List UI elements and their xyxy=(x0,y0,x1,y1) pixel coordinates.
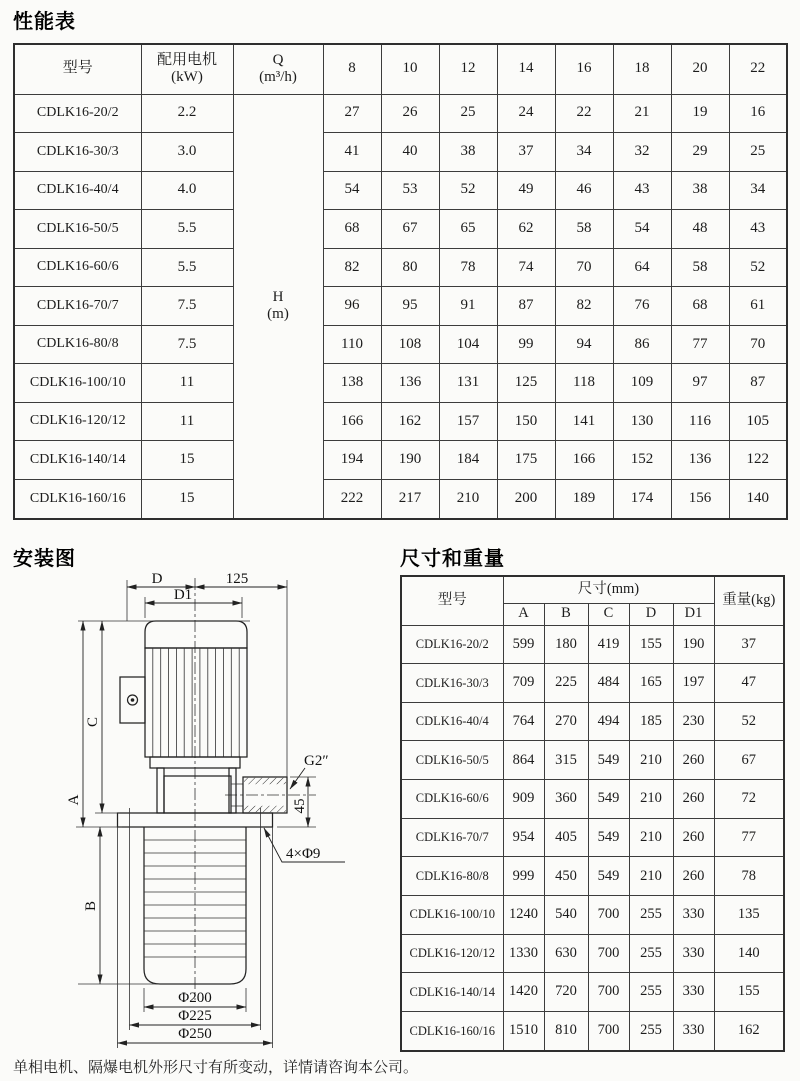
dim-cell-value: 165 xyxy=(629,664,673,703)
dim-label-phi200: Φ200 xyxy=(178,990,212,1006)
dim-label-d: D xyxy=(151,571,163,587)
dim-table-row xyxy=(401,973,784,1012)
perf-cell-head-value: 91 xyxy=(439,287,497,326)
perf-cell-head-value: 138 xyxy=(323,364,381,403)
perf-header-model: 型号 xyxy=(14,44,141,94)
dim-cell-model: CDLK16-100/10 xyxy=(401,895,503,934)
dimensions-table xyxy=(400,575,785,1052)
dim-table-row xyxy=(401,1011,784,1051)
perf-cell-head-value: 200 xyxy=(497,479,555,519)
perf-cell-head-value: 118 xyxy=(555,364,613,403)
dim-cell-value: 549 xyxy=(588,780,629,819)
dim-cell-weight: 77 xyxy=(714,818,784,857)
perf-header-flow: 10 xyxy=(381,44,439,94)
dim-cell-value: 450 xyxy=(544,857,588,896)
perf-cell-head-value: 166 xyxy=(323,402,381,441)
perf-cell-head-value: 76 xyxy=(613,287,671,326)
dim-cell-weight: 52 xyxy=(714,702,784,741)
motor-body xyxy=(120,621,247,768)
perf-cell-head-value: 37 xyxy=(497,133,555,172)
perf-cell-head-value: 38 xyxy=(439,133,497,172)
perf-cell-head-value: 110 xyxy=(323,325,381,364)
dim-cell-value: 360 xyxy=(544,780,588,819)
performance-table xyxy=(13,43,788,520)
perf-cell-head-value: 62 xyxy=(497,210,555,249)
perf-cell-head-value: 140 xyxy=(729,479,787,519)
perf-table-row xyxy=(14,364,787,403)
dim-table-row xyxy=(401,857,784,896)
dim-cell-value: 1510 xyxy=(503,1011,544,1051)
perf-header-flow: 16 xyxy=(555,44,613,94)
perf-cell-head-value: 189 xyxy=(555,479,613,519)
perf-cell-head-value: 80 xyxy=(381,248,439,287)
perf-cell-kw: 11 xyxy=(141,402,233,441)
perf-cell-head-value: 194 xyxy=(323,441,381,480)
perf-cell-head-value: 25 xyxy=(439,94,497,133)
dim-header-col: C xyxy=(588,603,629,625)
dim-cell-value: 999 xyxy=(503,857,544,896)
perf-cell-head-value: 21 xyxy=(613,94,671,133)
g2-leader xyxy=(290,768,305,789)
perf-header-flow: 12 xyxy=(439,44,497,94)
perf-cell-head-value: 53 xyxy=(381,171,439,210)
dim-cell-value: 255 xyxy=(629,934,673,973)
dim-header-col: D1 xyxy=(673,603,714,625)
dim-cell-value: 909 xyxy=(503,780,544,819)
dim-cell-value: 764 xyxy=(503,702,544,741)
perf-cell-kw: 7.5 xyxy=(141,325,233,364)
dim-cell-value: 700 xyxy=(588,895,629,934)
dim-cell-value: 197 xyxy=(673,664,714,703)
dim-cell-model: CDLK16-60/6 xyxy=(401,780,503,819)
perf-cell-kw: 4.0 xyxy=(141,171,233,210)
perf-cell-head-value: 49 xyxy=(497,171,555,210)
perf-table-row xyxy=(14,248,787,287)
perf-cell-head-value: 54 xyxy=(613,210,671,249)
perf-cell-head-value: 46 xyxy=(555,171,613,210)
perf-cell-head-value: 222 xyxy=(323,479,381,519)
dim-cell-model: CDLK16-20/2 xyxy=(401,625,503,664)
dim-cell-value: 549 xyxy=(588,857,629,896)
perf-cell-head-value: 109 xyxy=(613,364,671,403)
dim-cell-value: 185 xyxy=(629,702,673,741)
dim-cell-model: CDLK16-140/14 xyxy=(401,973,503,1012)
perf-cell-head-value: 156 xyxy=(671,479,729,519)
dim-cell-weight: 162 xyxy=(714,1011,784,1051)
dim-header-col: B xyxy=(544,603,588,625)
dim-cell-value: 260 xyxy=(673,818,714,857)
dim-cell-value: 260 xyxy=(673,741,714,780)
dim-cell-value: 210 xyxy=(629,857,673,896)
dim-cell-value: 630 xyxy=(544,934,588,973)
perf-header-flow: 22 xyxy=(729,44,787,94)
dim-label-45: 45 xyxy=(292,798,308,814)
perf-cell-model: CDLK16-120/12 xyxy=(14,402,141,441)
dim-cell-value: 190 xyxy=(673,625,714,664)
dim-table-row xyxy=(401,664,784,703)
perf-cell-head-value: 97 xyxy=(671,364,729,403)
dim-cell-value: 540 xyxy=(544,895,588,934)
perf-cell-head-value: 68 xyxy=(671,287,729,326)
perf-cell-head-value: 29 xyxy=(671,133,729,172)
perf-cell-kw: 5.5 xyxy=(141,248,233,287)
dim-cell-weight: 37 xyxy=(714,625,784,664)
dim-cell-model: CDLK16-50/5 xyxy=(401,741,503,780)
perf-cell-head-value: 94 xyxy=(555,325,613,364)
dim-cell-weight: 67 xyxy=(714,741,784,780)
perf-cell-head-value: 157 xyxy=(439,402,497,441)
perf-cell-head-value: 82 xyxy=(555,287,613,326)
perf-cell-head-value: 105 xyxy=(729,402,787,441)
perf-table-row xyxy=(14,171,787,210)
dim-cell-value: 700 xyxy=(588,934,629,973)
perf-cell-head-value: 78 xyxy=(439,248,497,287)
dim-table-row xyxy=(401,780,784,819)
perf-cell-head-value: 190 xyxy=(381,441,439,480)
perf-table-header-row xyxy=(14,44,787,94)
perf-cell-head-value: 162 xyxy=(381,402,439,441)
dim-table-row xyxy=(401,818,784,857)
bolt-holes-label: 4×Φ9 xyxy=(286,846,321,862)
dim-table-row xyxy=(401,702,784,741)
perf-cell-kw: 11 xyxy=(141,364,233,403)
perf-cell-head-value: 65 xyxy=(439,210,497,249)
perf-cell-head-value: 41 xyxy=(323,133,381,172)
dim-cell-value: 864 xyxy=(503,741,544,780)
perf-table-row xyxy=(14,133,787,172)
dim-label-a: A xyxy=(66,794,82,806)
dim-cell-value: 330 xyxy=(673,895,714,934)
perf-cell-head-value: 150 xyxy=(497,402,555,441)
perf-cell-head-value: 43 xyxy=(613,171,671,210)
dim-cell-value: 700 xyxy=(588,1011,629,1051)
perf-header-flow: 18 xyxy=(613,44,671,94)
dim-cell-value: 1330 xyxy=(503,934,544,973)
perf-cell-head-value: 130 xyxy=(613,402,671,441)
dim-cell-model: CDLK16-120/12 xyxy=(401,934,503,973)
perf-cell-head-value: 136 xyxy=(381,364,439,403)
dimensions-section-title: 尺寸和重量 xyxy=(400,548,505,570)
perf-cell-head-value: 96 xyxy=(323,287,381,326)
dim-cell-value: 155 xyxy=(629,625,673,664)
perf-cell-head-value: 122 xyxy=(729,441,787,480)
dim-cell-value: 1420 xyxy=(503,973,544,1012)
dim-cell-value: 255 xyxy=(629,1011,673,1051)
perf-cell-head-value: 174 xyxy=(613,479,671,519)
perf-cell-head-value: 27 xyxy=(323,94,381,133)
perf-cell-model: CDLK16-80/8 xyxy=(14,325,141,364)
perf-header-q-line2: (m³/h) xyxy=(259,69,297,86)
perf-cell-head-value: 184 xyxy=(439,441,497,480)
dim-cell-value: 700 xyxy=(588,973,629,1012)
dim-cell-value: 270 xyxy=(544,702,588,741)
perf-cell-model: CDLK16-160/16 xyxy=(14,479,141,519)
perf-cell-model: CDLK16-140/14 xyxy=(14,441,141,480)
perf-cell-kw: 15 xyxy=(141,441,233,480)
installation-diagram xyxy=(55,570,400,1065)
perf-cell-kw: 15 xyxy=(141,479,233,519)
perf-header-q xyxy=(233,44,323,94)
perf-cell-head-value: 48 xyxy=(671,210,729,249)
dim-cell-value: 810 xyxy=(544,1011,588,1051)
dim-cell-value: 330 xyxy=(673,973,714,1012)
dim-cell-value: 599 xyxy=(503,625,544,664)
dim-cell-value: 260 xyxy=(673,857,714,896)
perf-cell-head-value: 131 xyxy=(439,364,497,403)
perf-cell-head-value: 34 xyxy=(555,133,613,172)
perf-header-q-line1: Q xyxy=(272,51,284,68)
perf-cell-head-value: 99 xyxy=(497,325,555,364)
dim-cell-model: CDLK16-30/3 xyxy=(401,664,503,703)
performance-section-title: 性能表 xyxy=(13,11,76,33)
perf-cell-kw: 7.5 xyxy=(141,287,233,326)
dim-header-col: A xyxy=(503,603,544,625)
perf-cell-head-value: 108 xyxy=(381,325,439,364)
perf-table-row xyxy=(14,210,787,249)
dim-table-row xyxy=(401,934,784,973)
dim-header-size-group: 尺寸(mm) xyxy=(503,576,714,603)
dim-label-phi225: Φ225 xyxy=(178,1008,212,1024)
perf-cell-model: CDLK16-100/10 xyxy=(14,364,141,403)
perf-cell-head-value: 32 xyxy=(613,133,671,172)
dim-cell-value: 180 xyxy=(544,625,588,664)
perf-cell-head-value: 68 xyxy=(323,210,381,249)
perf-cell-kw: 2.2 xyxy=(141,94,233,133)
perf-cell-head-value: 25 xyxy=(729,133,787,172)
perf-cell-model: CDLK16-30/3 xyxy=(14,133,141,172)
perf-cell-head-value: 34 xyxy=(729,171,787,210)
dim-header-weight: 重量(kg) xyxy=(714,576,784,625)
dim-table-row xyxy=(401,741,784,780)
dim-cell-value: 315 xyxy=(544,741,588,780)
dim-cell-value: 419 xyxy=(588,625,629,664)
perf-cell-head-value: 152 xyxy=(613,441,671,480)
dim-cell-model: CDLK16-160/16 xyxy=(401,1011,503,1051)
dim-cell-weight: 72 xyxy=(714,780,784,819)
dim-label-b: B xyxy=(83,900,99,912)
perf-cell-head-value: 22 xyxy=(555,94,613,133)
perf-header-motor xyxy=(141,44,233,94)
dim-table-row xyxy=(401,895,784,934)
dim-table-header-row1 xyxy=(401,576,784,603)
perf-table-row xyxy=(14,325,787,364)
perf-cell-model: CDLK16-40/4 xyxy=(14,171,141,210)
dim-cell-value: 260 xyxy=(673,780,714,819)
perf-cell-head-value: 86 xyxy=(613,325,671,364)
perf-cell-head-value: 52 xyxy=(729,248,787,287)
dim-cell-value: 255 xyxy=(629,973,673,1012)
perf-cell-head-value: 26 xyxy=(381,94,439,133)
perf-cell-head-value: 24 xyxy=(497,94,555,133)
dim-cell-weight: 140 xyxy=(714,934,784,973)
perf-header-flow: 8 xyxy=(323,44,381,94)
dim-cell-weight: 155 xyxy=(714,973,784,1012)
dim-cell-weight: 47 xyxy=(714,664,784,703)
dim-header-col: D xyxy=(629,603,673,625)
perf-table-row xyxy=(14,479,787,519)
pump-head xyxy=(157,768,236,813)
dim-cell-value: 709 xyxy=(503,664,544,703)
perf-cell-head-value: 70 xyxy=(729,325,787,364)
perf-cell-head-h: H (m) xyxy=(233,94,323,519)
perf-cell-head-value: 77 xyxy=(671,325,729,364)
dim-table-row xyxy=(401,625,784,664)
dim-label-d1: D1 xyxy=(173,587,193,603)
outlet-thread-label: G2″ xyxy=(304,753,329,769)
perf-cell-head-value: 52 xyxy=(439,171,497,210)
extension-lines xyxy=(76,580,316,1048)
dim-cell-model: CDLK16-70/7 xyxy=(401,818,503,857)
perf-cell-head-value: 16 xyxy=(729,94,787,133)
perf-table-row xyxy=(14,402,787,441)
perf-header-motor-line1: 配用电机 xyxy=(156,51,217,68)
perf-table-row xyxy=(14,287,787,326)
perf-cell-head-value: 67 xyxy=(381,210,439,249)
dim-label-125: 125 xyxy=(225,571,249,587)
dim-cell-value: 954 xyxy=(503,818,544,857)
dim-cell-value: 210 xyxy=(629,818,673,857)
perf-cell-head-value: 82 xyxy=(323,248,381,287)
perf-cell-head-value: 74 xyxy=(497,248,555,287)
perf-cell-head-value: 43 xyxy=(729,210,787,249)
dim-cell-model: CDLK16-80/8 xyxy=(401,857,503,896)
dim-cell-value: 330 xyxy=(673,934,714,973)
perf-cell-head-value: 58 xyxy=(671,248,729,287)
perf-cell-head-value: 87 xyxy=(729,364,787,403)
dim-cell-value: 255 xyxy=(629,895,673,934)
perf-cell-head-value: 125 xyxy=(497,364,555,403)
perf-cell-head-value: 19 xyxy=(671,94,729,133)
perf-cell-head-value: 136 xyxy=(671,441,729,480)
perf-cell-head-value: 54 xyxy=(323,171,381,210)
perf-cell-model: CDLK16-70/7 xyxy=(14,287,141,326)
perf-cell-head-value: 166 xyxy=(555,441,613,480)
dim-cell-value: 549 xyxy=(588,741,629,780)
dim-label-c: C xyxy=(85,716,101,728)
perf-cell-head-value: 64 xyxy=(613,248,671,287)
perf-cell-head-value: 175 xyxy=(497,441,555,480)
perf-cell-head-value: 95 xyxy=(381,287,439,326)
dim-cell-value: 330 xyxy=(673,1011,714,1051)
dim-cell-value: 210 xyxy=(629,780,673,819)
perf-cell-head-value: 87 xyxy=(497,287,555,326)
perf-cell-head-value: 40 xyxy=(381,133,439,172)
perf-cell-model: CDLK16-50/5 xyxy=(14,210,141,249)
perf-header-flow: 20 xyxy=(671,44,729,94)
dim-cell-model: CDLK16-40/4 xyxy=(401,702,503,741)
dim-label-phi250: Φ250 xyxy=(178,1026,212,1042)
dim-cell-value: 484 xyxy=(588,664,629,703)
perf-cell-head-value: 61 xyxy=(729,287,787,326)
dim-header-model: 型号 xyxy=(401,576,503,625)
perf-cell-kw: 3.0 xyxy=(141,133,233,172)
dim-cell-weight: 135 xyxy=(714,895,784,934)
dim-cell-value: 405 xyxy=(544,818,588,857)
perf-cell-model: CDLK16-20/2 xyxy=(14,94,141,133)
footer-note: 单相电机、隔爆电机外形尺寸有所变动，详情请咨询本公司。 xyxy=(13,1059,419,1076)
perf-cell-head-value: 70 xyxy=(555,248,613,287)
perf-cell-model: CDLK16-60/6 xyxy=(14,248,141,287)
perf-cell-head-value: 141 xyxy=(555,402,613,441)
perf-header-motor-line2: (kW) xyxy=(171,69,203,86)
dim-cell-value: 1240 xyxy=(503,895,544,934)
perf-cell-kw: 5.5 xyxy=(141,210,233,249)
perf-cell-head-value: 210 xyxy=(439,479,497,519)
dim-cell-value: 210 xyxy=(629,741,673,780)
dim-cell-value: 494 xyxy=(588,702,629,741)
dim-cell-value: 720 xyxy=(544,973,588,1012)
dim-cell-value: 230 xyxy=(673,702,714,741)
perf-cell-head-value: 104 xyxy=(439,325,497,364)
perf-cell-head-value: 116 xyxy=(671,402,729,441)
perf-cell-head-value: 217 xyxy=(381,479,439,519)
perf-table-row xyxy=(14,94,787,133)
dim-cell-value: 549 xyxy=(588,818,629,857)
dimension-lines xyxy=(83,587,345,1043)
installation-section-title: 安装图 xyxy=(13,548,76,570)
dim-cell-value: 225 xyxy=(544,664,588,703)
perf-cell-head-value: 38 xyxy=(671,171,729,210)
perf-cell-head-value: 58 xyxy=(555,210,613,249)
perf-header-flow: 14 xyxy=(497,44,555,94)
dim-cell-weight: 78 xyxy=(714,857,784,896)
perf-table-row xyxy=(14,441,787,480)
